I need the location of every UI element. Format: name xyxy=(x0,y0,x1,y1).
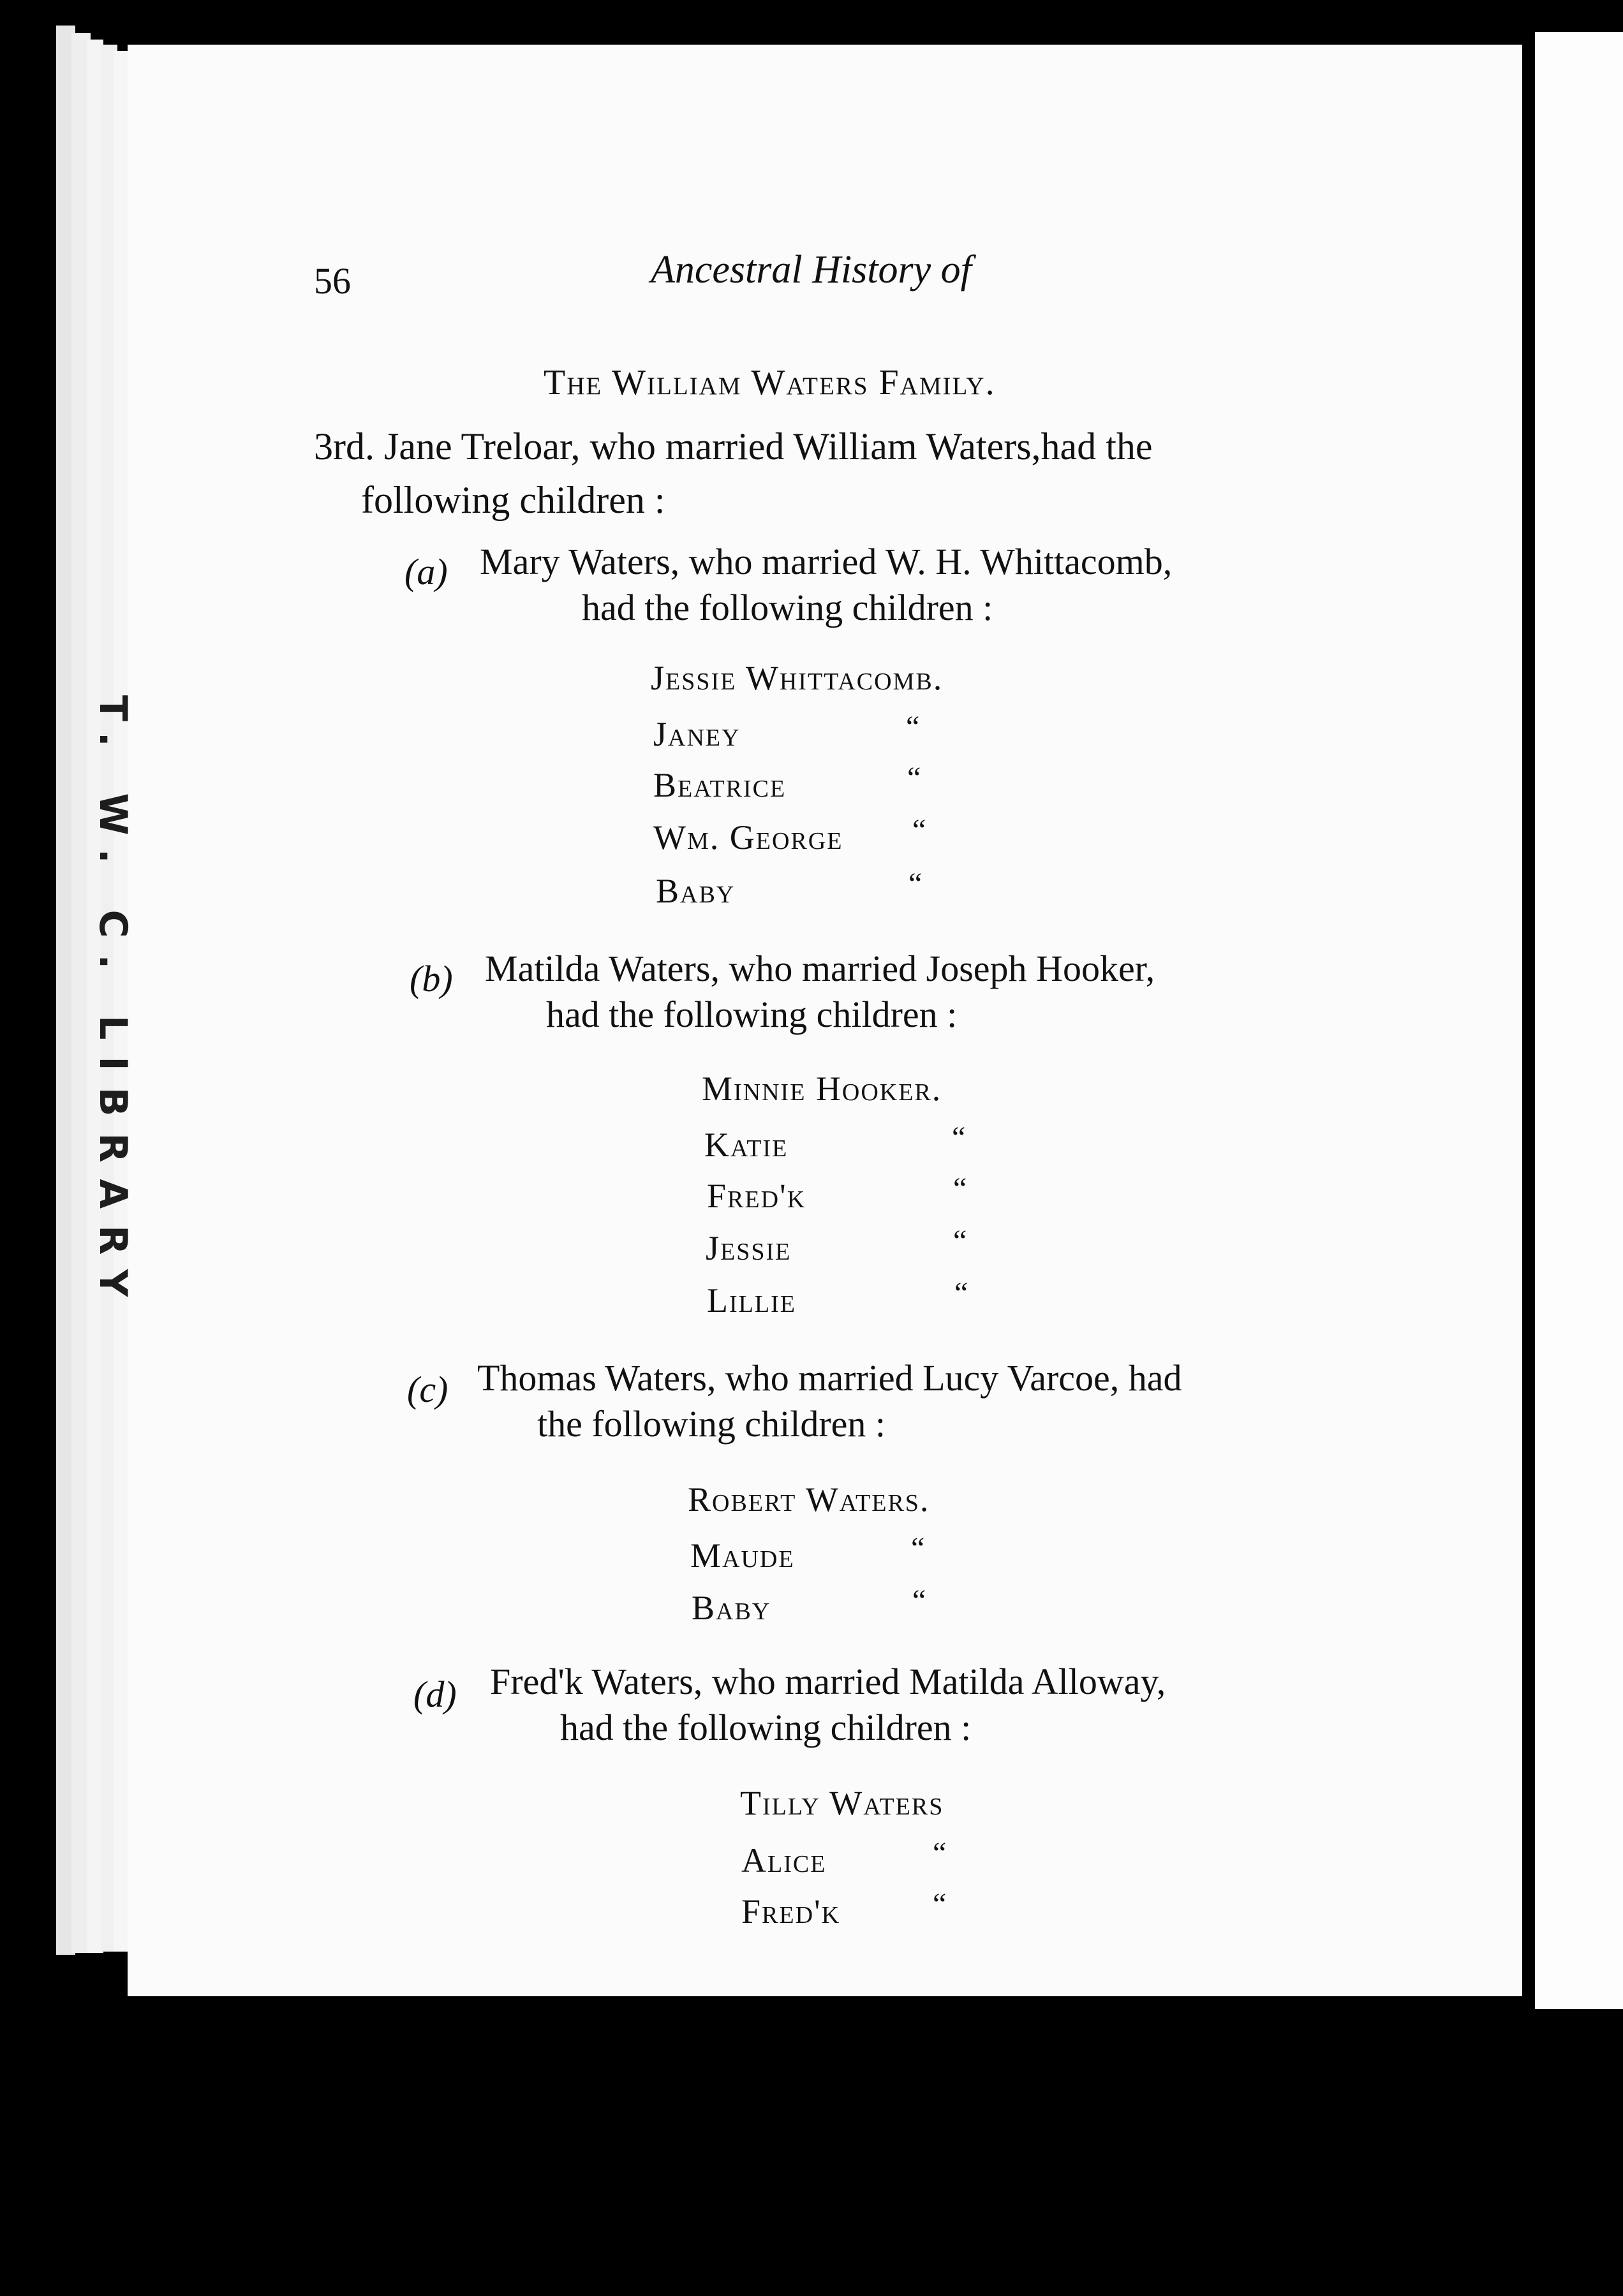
ditto-mark: “ xyxy=(953,1172,967,1205)
family-c-line-2: the following children : xyxy=(537,1403,886,1445)
child-name: Robert Waters. xyxy=(688,1480,930,1519)
child-name: Jessie xyxy=(706,1229,792,1267)
child-name: Janey xyxy=(653,715,741,753)
child-name: Baby xyxy=(692,1589,771,1627)
ditto-mark: “ xyxy=(906,710,920,744)
family-marker-a: (a) xyxy=(404,551,448,592)
ditto-mark: “ xyxy=(912,1584,926,1617)
family-d-line-2: had the following children : xyxy=(560,1707,972,1748)
ditto-mark: “ xyxy=(908,867,923,901)
child-name: Lillie xyxy=(707,1281,796,1320)
child-name: Tilly Waters xyxy=(740,1784,944,1822)
child-name: Fred'k xyxy=(707,1177,806,1215)
ditto-mark: “ xyxy=(953,1224,967,1258)
page-number: 56 xyxy=(314,260,351,302)
ditto-mark: “ xyxy=(911,1531,925,1565)
ditto-mark: “ xyxy=(907,761,921,795)
child-name: Katie xyxy=(704,1126,789,1164)
ditto-mark: “ xyxy=(952,1121,966,1154)
intro-line-2: following children : xyxy=(361,479,665,521)
child-name: Maude xyxy=(690,1536,795,1575)
child-name: Wm. George xyxy=(653,818,843,857)
child-name: Minnie Hooker. xyxy=(702,1070,942,1108)
ditto-mark: “ xyxy=(933,1836,947,1870)
family-d-line-1: Fred'k Waters, who married Matilda Alloway, xyxy=(490,1661,1166,1702)
family-marker-d: (d) xyxy=(413,1674,457,1715)
library-stamp: T. W. C. LIBRARY xyxy=(91,695,135,1314)
child-name: Alice xyxy=(741,1841,827,1880)
child-name: Baby xyxy=(656,872,736,910)
family-b-line-1: Matilda Waters, who married Joseph Hooker, xyxy=(485,948,1155,989)
family-b-line-2: had the following children : xyxy=(546,994,958,1035)
ditto-mark: “ xyxy=(912,813,926,847)
family-a-line-2: had the following children : xyxy=(582,587,993,628)
intro-line-1: 3rd. Jane Treloar, who married William Waters,had the xyxy=(314,425,1153,467)
family-marker-c: (c) xyxy=(407,1369,448,1410)
ditto-mark: “ xyxy=(933,1887,947,1921)
family-c-line-1: Thomas Waters, who married Lucy Varcoe, had xyxy=(477,1357,1182,1399)
child-name: Jessie Whittacomb. xyxy=(651,659,944,697)
section-title: The William Waters Family. xyxy=(544,363,996,402)
running-head: Ancestral History of xyxy=(651,248,972,291)
family-marker-b: (b) xyxy=(410,958,453,999)
family-a-line-1: Mary Waters, who married W. H. Whittacomb, xyxy=(480,541,1173,582)
child-name: Fred'k xyxy=(741,1892,841,1931)
child-name: Beatrice xyxy=(653,766,787,804)
ditto-mark: “ xyxy=(954,1276,968,1310)
